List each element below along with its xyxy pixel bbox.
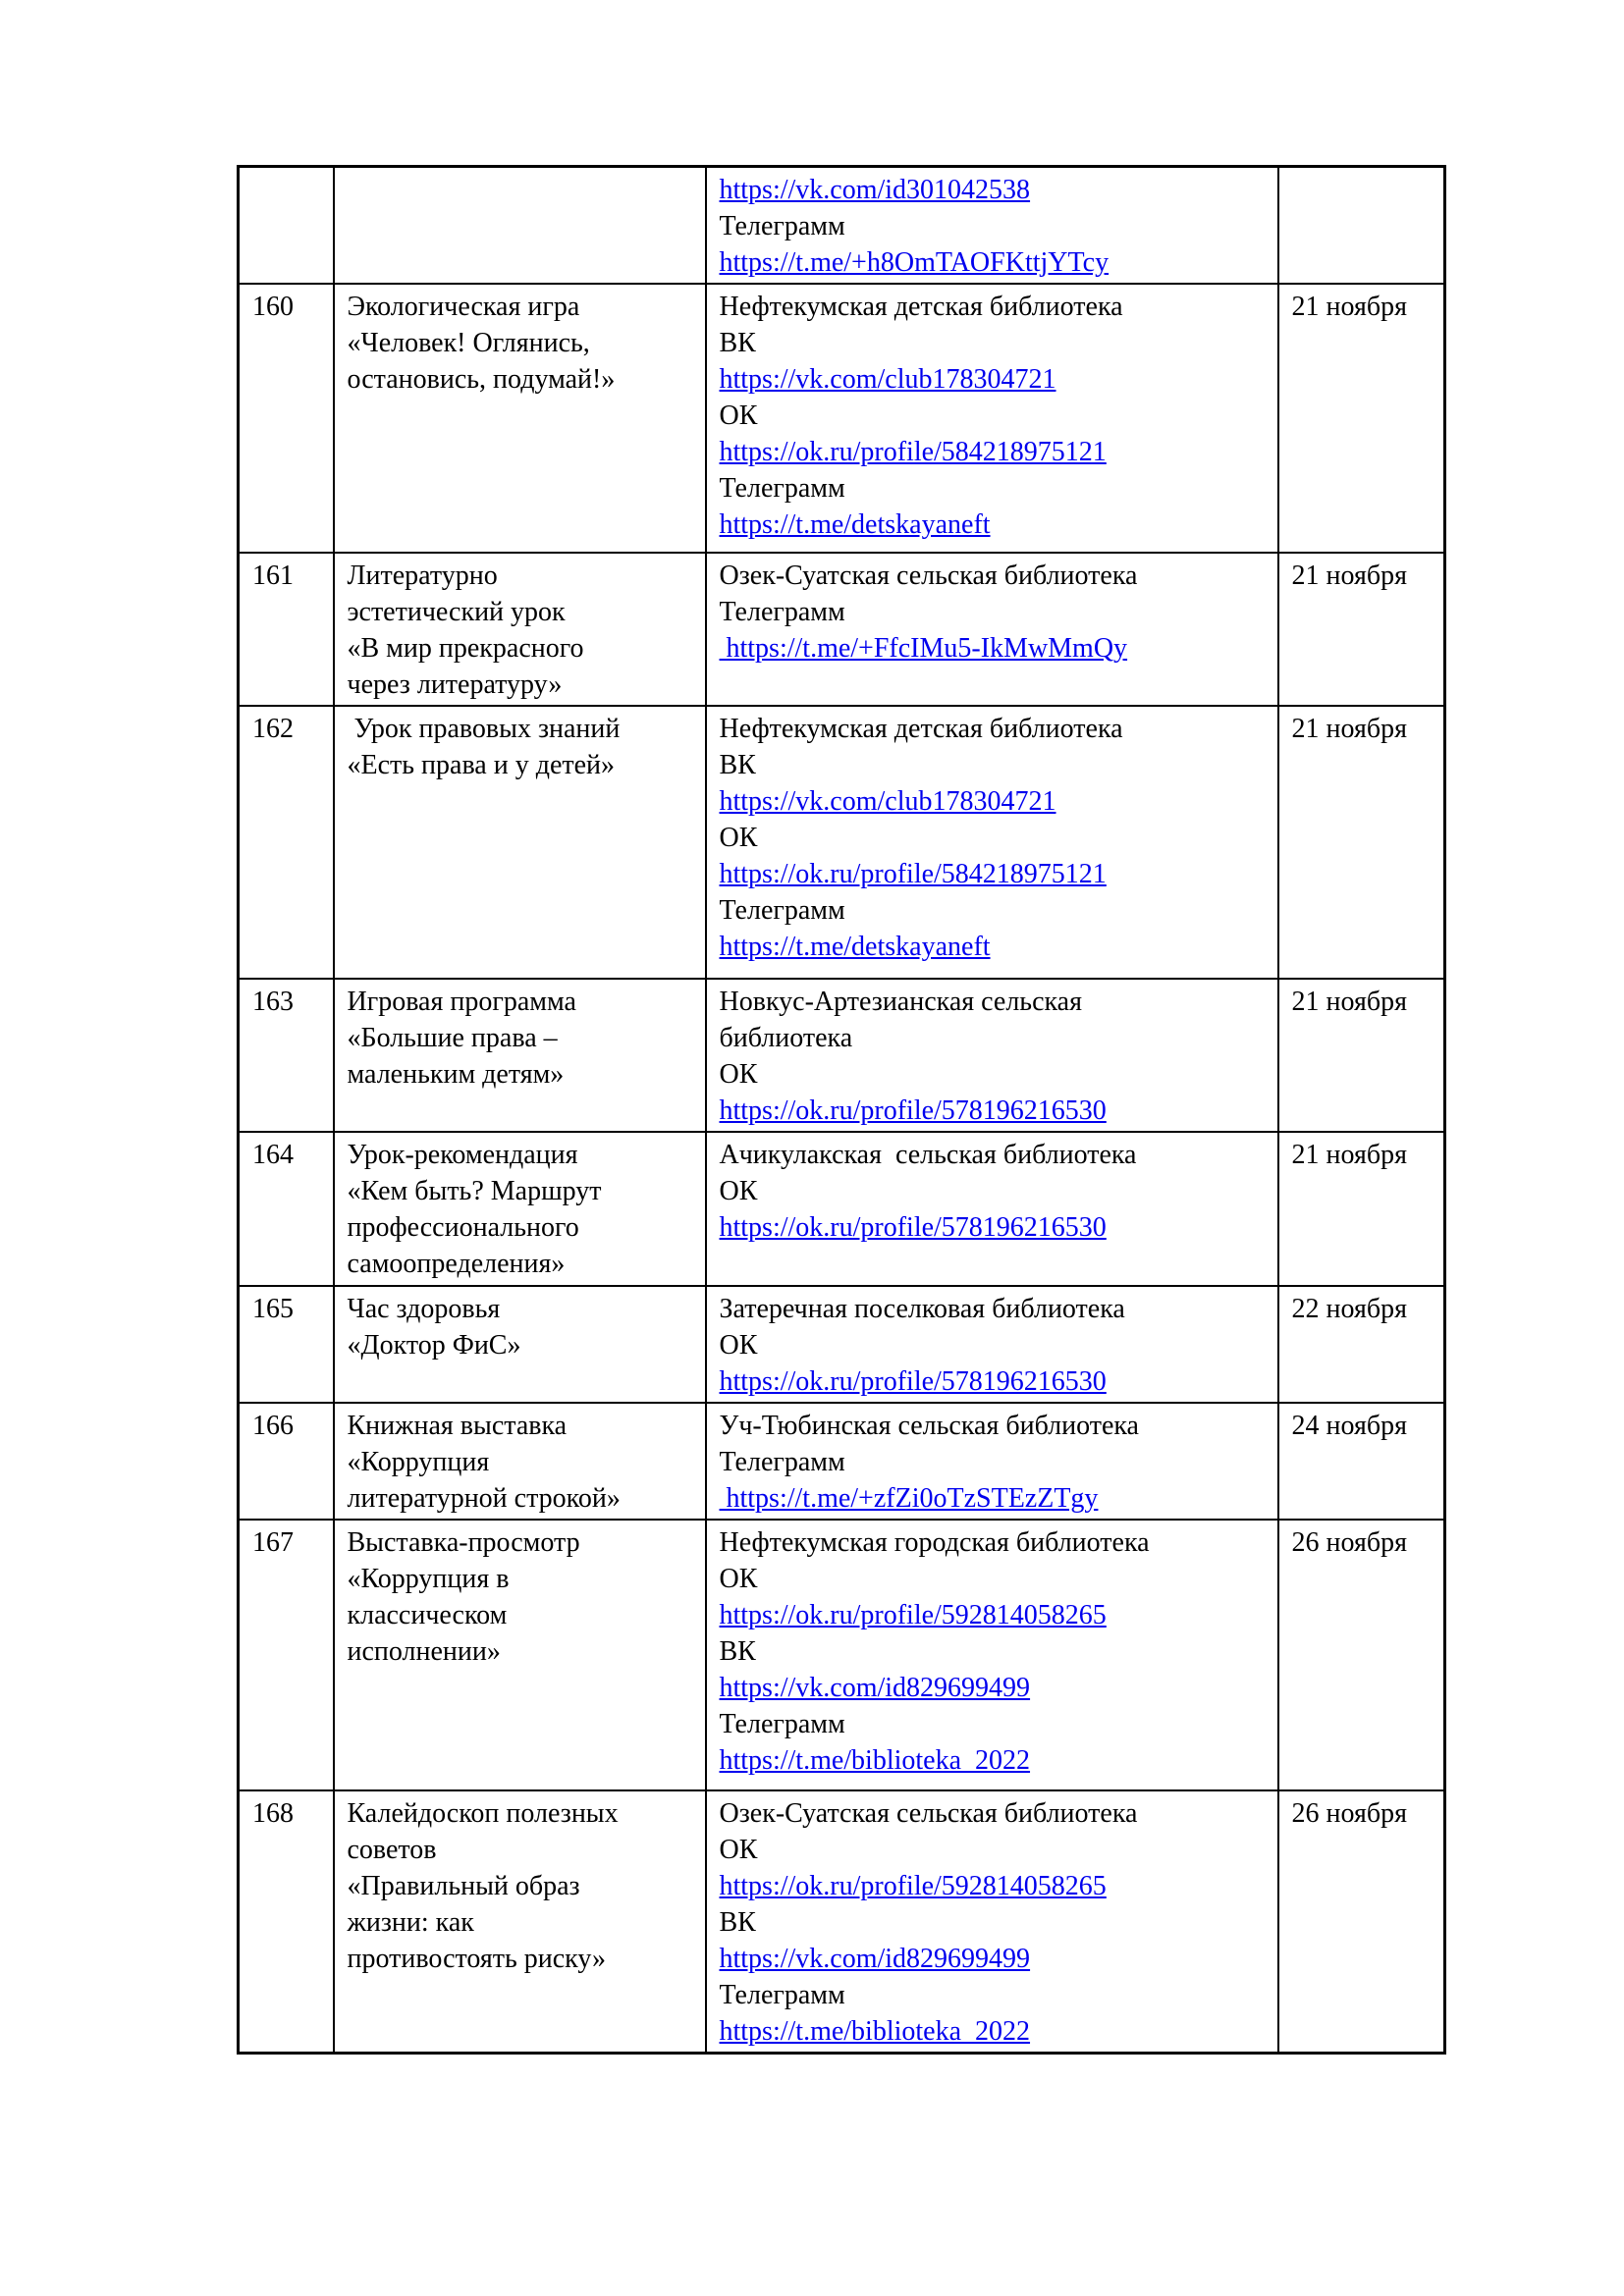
library-links-cell [706, 553, 1278, 706]
table-row [239, 284, 1445, 553]
event-name-line: противостоять риску» [347, 1944, 607, 1974]
library-links-cell [706, 1403, 1278, 1520]
row-number-cell [239, 167, 334, 285]
library-link-line [720, 1209, 1270, 1246]
library-text-line: ОК [719, 400, 758, 431]
library-text-line: ОК [719, 1835, 758, 1865]
event-name-cell [334, 706, 706, 979]
library-link-line [720, 929, 1270, 965]
social-link[interactable]: https://ok.ru/profile/584218975121 [719, 859, 1107, 889]
row-number-cell: 165 [239, 1286, 334, 1403]
library-text-line: ВК [719, 1636, 756, 1667]
date-cell: 21 ноября [1278, 284, 1445, 553]
library-text-line: Ачикулакская сельская библиотека [719, 1140, 1137, 1170]
social-link[interactable]: https://t.me/+h8OmTAOFKttjYTcy [719, 247, 1110, 278]
library-link-line [720, 1670, 1270, 1706]
library-links-cell [706, 1790, 1278, 2054]
event-name-line: «Коррупция в [347, 1564, 510, 1594]
library-text-line: Затеречная поселковая библиотека [719, 1294, 1125, 1324]
event-name-line: советов [347, 1835, 437, 1865]
library-links-cell [706, 706, 1278, 979]
library-link-line [720, 1363, 1270, 1400]
date-cell: 21 ноября [1278, 1132, 1445, 1286]
library-link-line [720, 1742, 1270, 1779]
library-links-cell [706, 979, 1278, 1132]
library-text-line: ОК [719, 1176, 758, 1206]
date-cell: 26 ноября [1278, 1520, 1445, 1790]
event-name-line: остановись, подумай!» [347, 364, 616, 395]
library-link-line [720, 783, 1270, 820]
event-name-line: «Доктор ФиС» [347, 1330, 521, 1361]
event-name-line: жизни: как [347, 1907, 474, 1938]
social-link[interactable]: https://t.me/+FfcIMu5-IkMwMmQy [719, 633, 1128, 664]
event-name-line: Экологическая игра [347, 292, 580, 322]
library-links-cell [706, 1132, 1278, 1286]
row-number-cell: 163 [239, 979, 334, 1132]
table-row [239, 1286, 1445, 1403]
date-cell: 24 ноября [1278, 1403, 1445, 1520]
library-text-line: ВК [719, 1907, 756, 1938]
library-link-line [720, 1941, 1270, 1977]
library-link-line [720, 2013, 1270, 2050]
event-name-line: «В мир прекрасного [347, 633, 584, 664]
social-link[interactable]: https://ok.ru/profile/592814058265 [719, 1871, 1107, 1901]
library-link-line [720, 1868, 1270, 1904]
event-name-line: «Кем быть? Маршрут [347, 1176, 602, 1206]
library-text-line: Телеграмм [719, 1709, 845, 1739]
table-row [239, 706, 1445, 979]
table-row [239, 979, 1445, 1132]
social-link[interactable]: https://ok.ru/profile/592814058265 [719, 1600, 1107, 1630]
event-name-line: Урок правовых знаний [347, 714, 621, 744]
event-name-line: Выставка-просмотр [347, 1527, 580, 1558]
library-text-line: Нефтекумская городская библиотека [719, 1527, 1150, 1558]
event-name-cell [334, 1520, 706, 1790]
event-name-line: «Коррупция [347, 1447, 490, 1477]
library-text-line: Озек-Суатская сельская библиотека [719, 561, 1138, 591]
social-link[interactable]: https://t.me/biblioteka_2022 [719, 1745, 1031, 1776]
library-links-cell [706, 284, 1278, 553]
library-text-line: Озек-Суатская сельская библиотека [719, 1798, 1138, 1829]
event-name-cell [334, 284, 706, 553]
date-cell: 21 ноября [1278, 553, 1445, 706]
table-row [239, 1520, 1445, 1790]
table-row [239, 1132, 1445, 1286]
library-text-line: ОК [719, 1059, 758, 1090]
library-text-line: Телеграмм [719, 597, 845, 627]
library-text-line: Телеграмм [719, 1447, 845, 1477]
row-number-cell: 164 [239, 1132, 334, 1286]
social-link[interactable]: https://t.me/detskayaneft [719, 509, 991, 540]
social-link[interactable]: https://vk.com/id829699499 [719, 1944, 1031, 1974]
library-text-line: ВК [719, 328, 756, 358]
library-link-line [720, 1597, 1270, 1633]
date-cell: 22 ноября [1278, 1286, 1445, 1403]
event-name-line: классическом [347, 1600, 508, 1630]
date-cell: 21 ноября [1278, 706, 1445, 979]
row-number-cell: 168 [239, 1790, 334, 2054]
events-table [237, 165, 1446, 2055]
row-number-cell: 166 [239, 1403, 334, 1520]
library-text-line: Новкус-Артезианская сельская [719, 987, 1082, 1017]
event-name-line: через литературу» [347, 669, 563, 700]
event-name-line: «Большие права – [347, 1023, 558, 1053]
event-name-cell [334, 1403, 706, 1520]
event-name-cell [334, 553, 706, 706]
library-link-line [720, 1093, 1270, 1129]
event-name-line: Час здоровья [347, 1294, 501, 1324]
social-link[interactable]: https://ok.ru/profile/584218975121 [719, 437, 1107, 467]
library-links-cell [706, 167, 1278, 285]
library-text-line: ОК [719, 823, 758, 853]
row-number-cell: 167 [239, 1520, 334, 1790]
event-name-line: исполнении» [347, 1636, 501, 1667]
library-link-line [720, 856, 1270, 892]
date-cell: 26 ноября [1278, 1790, 1445, 2054]
event-name-cell [334, 1790, 706, 2054]
event-name-line: «Человек! Оглянись, [347, 328, 590, 358]
event-name-line: Урок-рекомендация [347, 1140, 578, 1170]
social-link[interactable]: https://vk.com/id829699499 [719, 1673, 1031, 1703]
event-name-cell [334, 167, 706, 285]
event-name-line: литературной строкой» [347, 1483, 621, 1514]
social-link[interactable]: https://vk.com/id301042538 [719, 175, 1031, 205]
library-link-line [720, 507, 1270, 543]
event-name-line: эстетический урок [347, 597, 566, 627]
event-name-line: Книжная выставка [347, 1411, 568, 1441]
library-text-line: Уч-Тюбинская сельская библиотека [719, 1411, 1139, 1441]
date-cell: 21 ноября [1278, 979, 1445, 1132]
event-name-cell [334, 1132, 706, 1286]
library-text-line: Телеграмм [719, 895, 845, 926]
event-name-cell [334, 1286, 706, 1403]
library-link-line [720, 434, 1270, 470]
table-row [239, 167, 1445, 285]
table-row [239, 1790, 1445, 2054]
event-name-line: Калейдоскоп полезных [347, 1798, 619, 1829]
library-text-line: библиотека [719, 1023, 853, 1053]
library-text-line: Телеграмм [719, 1980, 845, 2010]
event-name-line: «Есть права и у детей» [347, 750, 616, 780]
event-name-line: самоопределения» [347, 1249, 566, 1279]
social-link[interactable]: https://ok.ru/profile/578196216530 [719, 1212, 1107, 1243]
social-link[interactable]: https://t.me/biblioteka_2022 [719, 2016, 1031, 2047]
library-text-line: Телеграмм [719, 473, 845, 504]
social-link[interactable]: https://t.me/detskayaneft [719, 932, 991, 962]
library-text-line: ВК [719, 750, 756, 780]
social-link[interactable]: https://ok.ru/profile/578196216530 [719, 1366, 1107, 1397]
library-link-line [720, 361, 1270, 398]
event-name-line: Литературно [347, 561, 498, 591]
row-number-cell: 161 [239, 553, 334, 706]
library-text-line: ОК [719, 1564, 758, 1594]
library-text-line: Телеграмм [719, 211, 845, 241]
social-link[interactable]: https://ok.ru/profile/578196216530 [719, 1095, 1107, 1126]
event-name-line: маленьким детям» [347, 1059, 565, 1090]
library-link-line [720, 630, 1270, 667]
library-links-cell [706, 1520, 1278, 1790]
library-links-cell [706, 1286, 1278, 1403]
date-cell [1278, 167, 1445, 285]
event-name-line: «Правильный образ [347, 1871, 580, 1901]
event-name-cell [334, 979, 706, 1132]
library-text-line: Нефтекумская детская библиотека [719, 292, 1123, 322]
event-name-line: профессионального [347, 1212, 579, 1243]
social-link[interactable]: https://t.me/+zfZi0oTzSTEzZTgy [719, 1483, 1099, 1514]
library-text-line: Нефтекумская детская библиотека [719, 714, 1123, 744]
row-number-cell: 160 [239, 284, 334, 553]
library-link-line [720, 1480, 1270, 1517]
table-row [239, 1403, 1445, 1520]
library-text-line: ОК [719, 1330, 758, 1361]
library-link-line [720, 244, 1270, 281]
event-name-line: Игровая программа [347, 987, 576, 1017]
row-number-cell: 162 [239, 706, 334, 979]
social-link[interactable]: https://vk.com/club178304721 [719, 786, 1056, 817]
library-link-line [720, 172, 1270, 208]
table-row [239, 553, 1445, 706]
social-link[interactable]: https://vk.com/club178304721 [719, 364, 1056, 395]
